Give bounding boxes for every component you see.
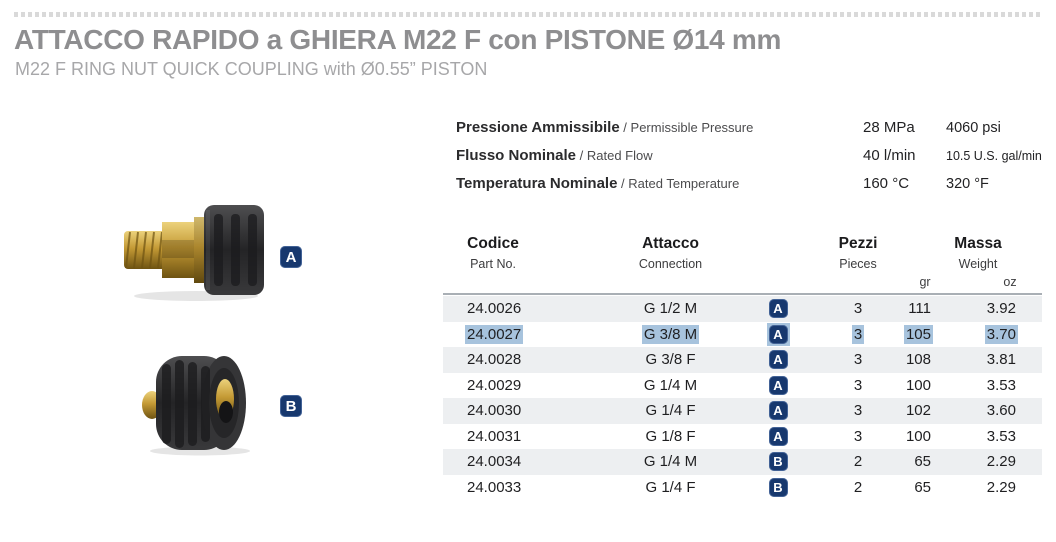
variant-badge: A <box>769 299 788 318</box>
variant-badge: B <box>769 478 788 497</box>
weight-gr-cell: 65 <box>914 478 931 496</box>
weight-gr-cell: 105 <box>905 325 931 343</box>
table-row[interactable] <box>443 347 1042 373</box>
spec-row-pressure <box>456 114 1056 142</box>
variant-cell <box>743 476 813 499</box>
table-row[interactable] <box>443 373 1042 399</box>
variant-cell <box>743 374 813 397</box>
variant-cell <box>743 450 813 473</box>
variant-badge: B <box>769 452 788 471</box>
variant-badge: A <box>769 427 788 446</box>
spec-metric-value: 28 MPa <box>863 119 915 136</box>
page-title: ATTACCO RAPIDO a GHIERA M22 F con PISTONE Ø14 mm <box>14 24 782 55</box>
header-unit-ounces: oz <box>1003 275 1017 289</box>
top-dotted-border <box>14 12 1042 17</box>
table-rows <box>443 296 1042 500</box>
header-unit-grams: gr <box>919 275 931 289</box>
header-connection: Attacco Connection <box>638 235 703 271</box>
connection-cell: G 3/8 F <box>645 351 696 369</box>
spec-metric-value: 40 l/min <box>863 147 916 164</box>
variant-cell <box>743 425 813 448</box>
parts-table <box>443 230 1042 502</box>
weight-oz-cell: 2.29 <box>986 453 1016 471</box>
connection-cell: G 3/8 M <box>643 325 698 343</box>
connection-cell: G 1/4 M <box>643 376 698 394</box>
variant-cell <box>743 297 813 320</box>
weight-gr-cell: 100 <box>905 376 931 394</box>
weight-oz-cell: 3.53 <box>986 376 1016 394</box>
weight-oz-cell: 3.60 <box>986 402 1016 420</box>
pieces-cell: 3 <box>853 427 863 445</box>
table-row[interactable] <box>443 398 1042 424</box>
weight-oz-cell: 3.92 <box>986 300 1016 318</box>
variant-badge: A <box>769 401 788 420</box>
spec-label: Pressione Ammissibile / Permissible Pressure <box>456 119 754 136</box>
spec-imperial-value: 320 °F <box>946 176 989 192</box>
weight-oz-cell: 3.81 <box>986 351 1016 369</box>
table-row[interactable] <box>443 449 1042 475</box>
pieces-cell: 2 <box>853 453 863 471</box>
part-number-cell: 24.0031 <box>467 427 522 445</box>
part-number-cell: 24.0026 <box>467 300 522 318</box>
pieces-cell: 2 <box>853 478 863 496</box>
table-header <box>443 230 1042 295</box>
spec-row-temperature <box>456 170 1056 198</box>
table-row[interactable] <box>443 475 1042 501</box>
spec-imperial-value: 4060 psi <box>946 120 1001 136</box>
part-number-cell: 24.0028 <box>467 351 522 369</box>
pieces-cell: 3 <box>853 402 863 420</box>
table-row[interactable] <box>443 424 1042 450</box>
specs-block <box>456 114 1056 198</box>
header-separator <box>443 293 1042 295</box>
part-number-cell: 24.0034 <box>467 453 522 471</box>
header-part-number: Codice Part No. <box>467 235 519 271</box>
variant-a-badge: A <box>280 246 302 268</box>
spec-metric-value: 160 °C <box>863 175 910 192</box>
page-subtitle: M22 F RING NUT QUICK COUPLING with Ø0.55” PISTON <box>15 59 488 79</box>
pieces-cell: 3 <box>853 300 863 318</box>
part-number-cell: 24.0033 <box>467 478 522 496</box>
connection-cell: G 1/4 M <box>643 453 698 471</box>
variant-cell <box>743 348 813 371</box>
pieces-cell: 3 <box>853 351 863 369</box>
part-number-cell: 24.0027 <box>467 325 522 343</box>
weight-oz-cell: 3.53 <box>986 427 1016 445</box>
header-weight: Massa Weight <box>954 235 1002 271</box>
weight-oz-cell: 2.29 <box>986 478 1016 496</box>
table-row[interactable] <box>443 296 1042 322</box>
header-pieces: Pezzi Pieces <box>838 235 878 271</box>
weight-gr-cell: 100 <box>905 427 931 445</box>
pieces-cell: 3 <box>853 325 863 343</box>
variant-cell <box>743 399 813 422</box>
variant-cell <box>743 323 813 346</box>
part-number-cell: 24.0030 <box>467 402 522 420</box>
weight-gr-cell: 65 <box>914 453 931 471</box>
spec-row-flow <box>456 142 1056 170</box>
spec-label: Temperatura Nominale / Rated Temperature <box>456 175 740 192</box>
connection-cell: G 1/4 F <box>645 478 696 496</box>
variant-b-badge: B <box>280 395 302 417</box>
connection-cell: G 1/8 F <box>645 427 696 445</box>
weight-oz-cell: 3.70 <box>986 325 1016 343</box>
pieces-cell: 3 <box>853 376 863 394</box>
product-image-a <box>118 198 268 303</box>
variant-badge: A <box>769 350 788 369</box>
weight-gr-cell: 108 <box>905 351 931 369</box>
connection-cell: G 1/2 M <box>643 300 698 318</box>
table-row[interactable] <box>443 322 1042 348</box>
part-number-cell: 24.0029 <box>467 376 522 394</box>
product-image-b <box>138 350 258 458</box>
weight-gr-cell: 111 <box>908 300 931 318</box>
variant-badge: A <box>769 325 788 344</box>
spec-label: Flusso Nominale / Rated Flow <box>456 147 653 164</box>
variant-badge: A <box>769 376 788 395</box>
weight-gr-cell: 102 <box>905 402 931 420</box>
connection-cell: G 1/4 F <box>645 402 696 420</box>
spec-imperial-value: 10.5 U.S. gal/min <box>946 149 1042 163</box>
